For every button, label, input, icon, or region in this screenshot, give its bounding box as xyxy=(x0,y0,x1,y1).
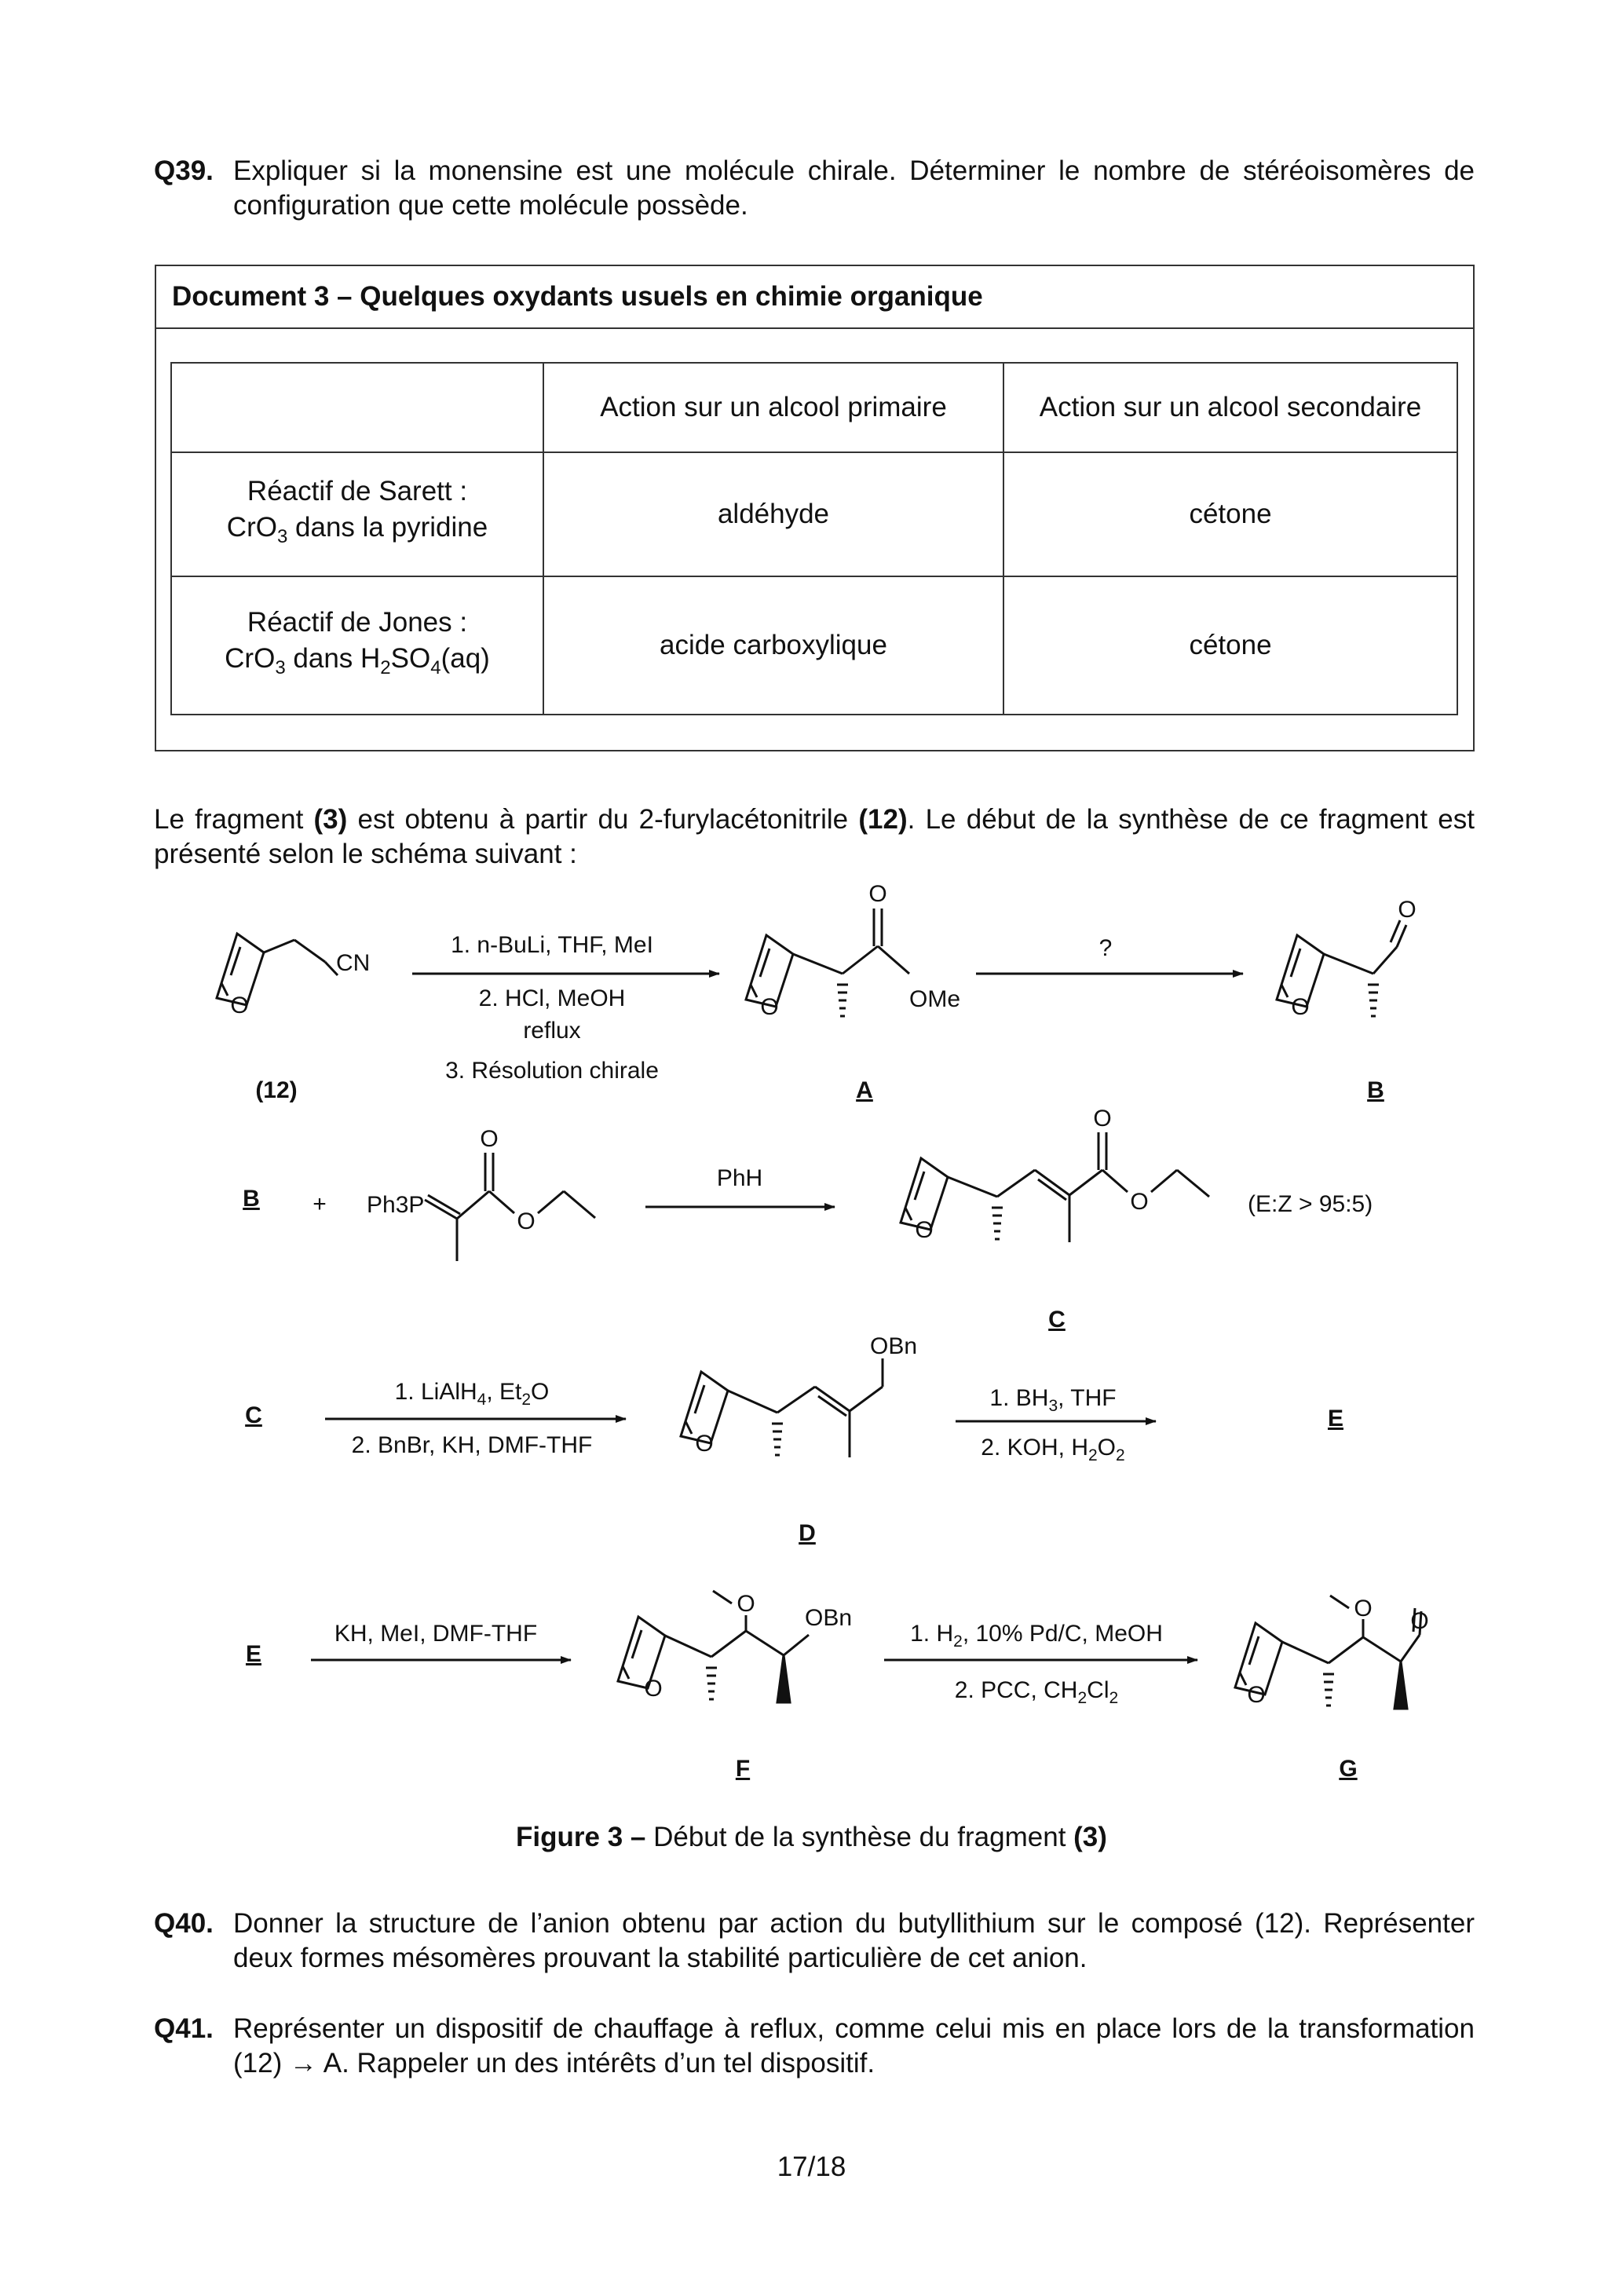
plus-sign: + xyxy=(313,1191,327,1217)
table-header-cell: Action sur un alcool primaire xyxy=(543,363,1003,452)
compound-D-label: D xyxy=(799,1520,816,1546)
reaction-condition: PhH xyxy=(716,1165,763,1191)
question-text: Représenter un dispositif de chauffage à reflux, comme celui mis en place lors de la transformation (12) → A. Rappeler un des intérêts d’un tel dispositif. xyxy=(233,2013,1475,2078)
oxygen-atom-label: O xyxy=(1291,994,1310,1020)
reaction-condition: 2. BnBr, KH, DMF-THF xyxy=(351,1432,593,1458)
reagent-name: Réactif de Jones : xyxy=(247,607,468,638)
intro-paragraph: Le fragment (3) est obtenu à partir du 2-furylacétonitrile (12). Le début de la synthèse de ce fragment est présenté selon le schéma suivant : xyxy=(154,804,1475,869)
ester-oxygen-label: O xyxy=(517,1208,536,1234)
question-41 xyxy=(154,2012,1475,2081)
benzyloxy-label: OBn xyxy=(805,1605,853,1631)
compound-C-label: C xyxy=(1048,1307,1066,1333)
compound-E-label: E xyxy=(1327,1406,1344,1431)
compound-F-label: F xyxy=(735,1756,751,1782)
compound-A-label: A xyxy=(856,1077,873,1103)
nitrile-label: CN xyxy=(336,950,371,976)
compound-G-label: G xyxy=(1339,1756,1358,1782)
question-number: Q39. xyxy=(154,155,214,186)
aldehyde-oxygen-label: O xyxy=(1398,897,1416,923)
compound-12-label: (12) xyxy=(255,1077,298,1103)
carbonyl-oxygen-label: O xyxy=(868,881,887,907)
oxygen-atom-label: O xyxy=(760,994,779,1020)
reaction-condition: 2. PCC, $CH_2Cl_2$ xyxy=(954,1677,1119,1707)
reaction-condition: 1. $H_2$, 10% Pd/C, MeOH xyxy=(910,1621,1163,1651)
table-header-cell: Action sur un alcool secondaire xyxy=(1003,363,1457,452)
reagent-formula: CrO$_3$ dans la pyridine xyxy=(226,512,488,547)
oxygen-atom-label: O xyxy=(915,1217,934,1243)
methoxy-label: OMe xyxy=(909,986,961,1012)
page-number: 17/18 xyxy=(777,2152,846,2182)
compound-C-label: C xyxy=(245,1402,262,1428)
ez-ratio: (E:Z > 95:5) xyxy=(1248,1191,1373,1217)
question-number: Q41. xyxy=(154,2013,214,2044)
oxygen-atom-label: O xyxy=(695,1431,714,1457)
reaction-condition: 1. $BH_3$, THF xyxy=(989,1385,1117,1415)
oxygen-atom-label: O xyxy=(1247,1682,1266,1708)
question-40 xyxy=(154,1907,1475,1976)
reaction-condition: ? xyxy=(1098,935,1113,961)
reaction-condition: KH, MeI, DMF-THF xyxy=(334,1621,538,1647)
figure-caption: Figure 3 – Début de la synthèse du fragment (3) xyxy=(516,1822,1107,1852)
methoxy-oxygen-label: O xyxy=(737,1591,755,1617)
reaction-condition: 1. LiAlH$_4$, $Et_2O$ xyxy=(394,1379,550,1409)
question-text: Donner la structure de l’anion obtenu par action du butyllithium sur le composé (12). Représenter deux formes mésomères prouvant la stabilité particulière de cet anion. xyxy=(233,1908,1475,1973)
reaction-condition: 1. n-BuLi, THF, MeI xyxy=(451,932,653,958)
benzyloxy-label: OBn xyxy=(870,1333,918,1359)
primary-product: aldéhyde xyxy=(543,452,1003,576)
oxygen-atom-label: O xyxy=(230,993,249,1018)
compound-E-label: E xyxy=(245,1641,262,1667)
question-text: Expliquer si la monensine est une molécule chirale. Déterminer le nombre de stéréoisomères de configuration que cette molécule possède. xyxy=(233,155,1475,221)
ylide-ph3p-label: Ph3P xyxy=(367,1192,425,1218)
secondary-product: cétone xyxy=(1003,452,1457,576)
reaction-condition: 2. KOH, $H_2O_2$ xyxy=(981,1435,1125,1464)
secondary-product: cétone xyxy=(1003,576,1457,715)
reaction-condition: 3. Résolution chirale xyxy=(445,1058,659,1084)
oxygen-atom-label: O xyxy=(644,1676,663,1702)
carbonyl-oxygen-label: O xyxy=(480,1126,499,1152)
carbonyl-oxygen-label: O xyxy=(1093,1106,1112,1132)
reaction-condition: 2. HCl, MeOH xyxy=(478,985,626,1011)
aldehyde-oxygen-label: O xyxy=(1410,1608,1429,1634)
ester-oxygen-label: O xyxy=(1130,1189,1149,1215)
reagent-formula: CrO$_3$ dans $H_2SO_4(aq)$ xyxy=(225,643,490,678)
document-title: Document 3 – Quelques oxydants usuels en chimie organique xyxy=(156,266,1473,329)
methoxy-oxygen-label: O xyxy=(1354,1596,1373,1621)
compound-B-label: B xyxy=(243,1186,260,1212)
compound-B-label: B xyxy=(1367,1077,1384,1103)
ylide-structure xyxy=(425,1153,595,1261)
reaction-condition: reflux xyxy=(523,1018,581,1044)
primary-product: acide carboxylique xyxy=(543,576,1003,715)
compound-C-structure xyxy=(901,1132,1209,1242)
reagent-name: Réactif de Sarett : xyxy=(247,476,468,506)
question-number: Q40. xyxy=(154,1908,214,1939)
